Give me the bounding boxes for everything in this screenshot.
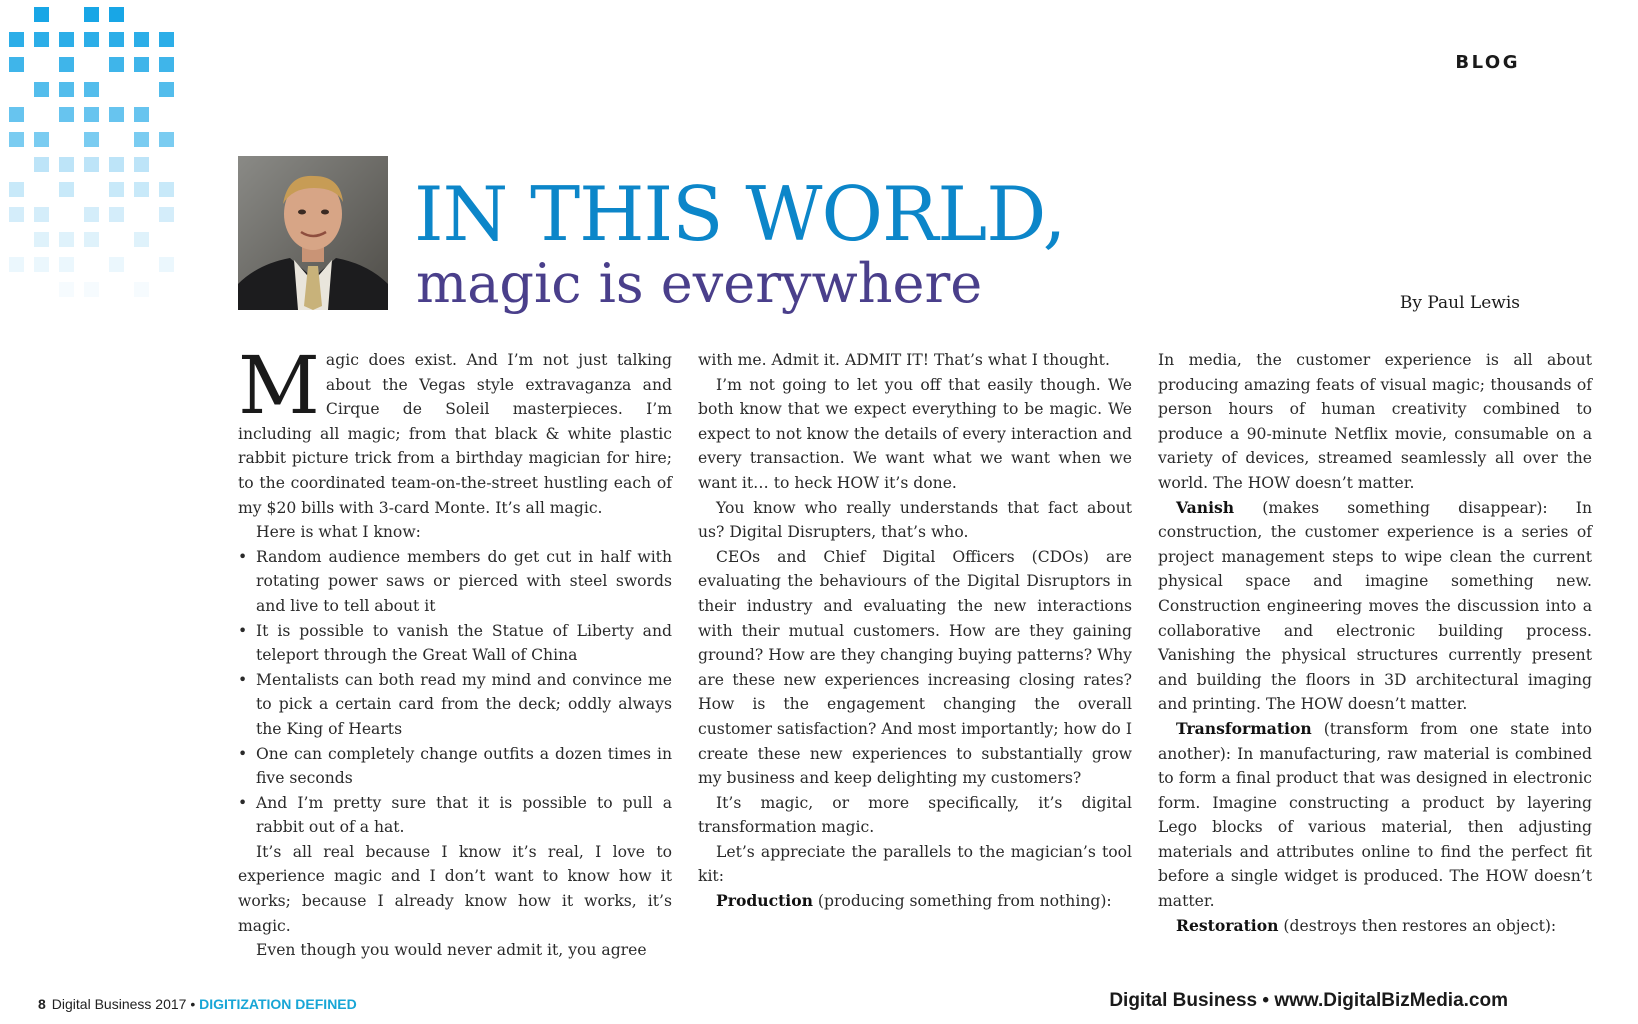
drop-cap: M [238,339,320,432]
decorative-square [59,157,74,172]
decorative-square [59,182,74,197]
decorative-square [159,257,174,272]
author-photo [238,156,388,310]
paragraph [698,889,1132,914]
decorative-square [84,207,99,222]
paragraph [1158,914,1592,939]
decorative-square [59,282,74,297]
byline: By Paul Lewis [1399,293,1520,313]
article-column-3 [1158,348,1592,938]
term-heading: Transformation [1176,718,1312,738]
decorative-square [134,132,149,147]
paragraph: You know who really understands that fact about us? Digital Disrupters, that’s who. [698,498,1132,542]
decorative-square [84,82,99,97]
paragraph: I’m not going to let you off that easily though. We both know that we expect everything to be magic. We expect to not know the details of every interaction and every transaction. We want what we want when we want it… to heck HOW it’s done. [698,375,1132,492]
decorative-square [109,57,124,72]
decorative-square [59,232,74,247]
decorative-square [59,57,74,72]
decorative-square [109,107,124,122]
article-headline: IN THIS WORLD, [414,170,1066,258]
decorative-square [134,232,149,247]
decorative-square [59,107,74,122]
decorative-square [9,57,24,72]
decorative-square [34,157,49,172]
section-name: DIGITIZATION DEFINED [199,996,357,1012]
decorative-square [34,132,49,147]
footer-site: Digital Business • www.DigitalBizMedia.com [1109,990,1508,1011]
decorative-square [59,257,74,272]
decorative-square [59,82,74,97]
bullet-list [238,545,672,840]
paragraph-text: (makes something disappear): In construction, the customer experience is a series of project management steps to wipe clean the current physical space and imagine something new. Construction engineering moves the discussion into a collaborative and electronic building process. Vanishing the physical structures currently present and building the floors in 3D architectural imaging and printing. The HOW doesn’t matter. [1158,498,1592,714]
decorative-square [109,207,124,222]
decorative-square [134,157,149,172]
decorative-square [159,82,174,97]
paragraph: It’s magic, or more specifically, it’s digital transformation magic. [698,793,1132,837]
decorative-square [159,32,174,47]
decorative-square [34,82,49,97]
list-item: • It is possible to vanish the Statue of Liberty and teleport through the Great Wall of China [256,619,672,668]
author-portrait-image [238,156,388,310]
decorative-square [9,182,24,197]
decorative-square [109,7,124,22]
decorative-square [134,107,149,122]
decorative-square [159,182,174,197]
list-item: • Random audience members do get cut in half with rotating power saws or pierced with steel swords and live to tell about it [256,545,672,619]
paragraph-text: (producing something from nothing): [812,892,1112,911]
section-label: BLOG [1455,52,1520,73]
paragraph: It’s all real because I know it’s real, I love to experience magic and I don’t want to know how it works; because I already know how it works, it’s magic. [238,842,672,935]
decorative-square [34,257,49,272]
decorative-square [84,107,99,122]
decorative-square [134,57,149,72]
decorative-square [59,32,74,47]
decorative-square [109,32,124,47]
decorative-square [84,157,99,172]
paragraph [1158,717,1592,914]
decorative-square [84,232,99,247]
list-item: • Mentalists can both read my mind and convince me to pick a certain card from the deck; oddly always the King of Hearts [256,668,672,742]
decorative-square [134,282,149,297]
article-column-2 [698,348,1132,914]
decorative-square [109,157,124,172]
decorative-square [84,132,99,147]
term-heading: Vanish [1176,497,1235,517]
paragraph: with me. Admit it. ADMIT IT! That’s what I thought. [698,351,1110,369]
decorative-square-pattern [0,0,190,300]
paragraph-text: (transform from one state into another): In manufacturing, raw material is combined to form a final product that was designed in electronic form. Imagine constructing a product by layering Lego blocks of various material, then adjusting materials and attributes online to find the perfect fit before a single widget is produced. The HOW doesn’t matter. [1158,719,1592,911]
decorative-square [34,207,49,222]
article-subhead: magic is everywhere [416,252,983,315]
publication-name: Digital Business 2017 • [51,996,200,1012]
article-column-1 [238,339,672,963]
paragraph-text: agic does exist. And I’m not just talking about the Vegas style extravaganza and Cirque de Soleil masterpieces. I’m including all magic; from that black & white plastic rabbit picture trick from a birthday magician for hire; to the coordinated team-on-the-street hustling each of my $20 bills with 3-card Monte. It’s all magic. [238,351,672,517]
term-heading: Restoration [1176,915,1279,935]
paragraph [238,339,672,520]
decorative-square [34,7,49,22]
paragraph: Even though you would never admit it, you agree [256,941,647,960]
decorative-square [9,207,24,222]
page-number: 8 [38,996,46,1012]
decorative-square [159,207,174,222]
decorative-square [109,182,124,197]
decorative-square [159,132,174,147]
decorative-square [84,7,99,22]
paragraph: Here is what I know: [256,523,421,542]
decorative-square [34,32,49,47]
decorative-square [109,257,124,272]
list-item: • One can completely change outfits a dozen times in five seconds [256,742,672,791]
decorative-square [84,282,99,297]
decorative-square [159,57,174,72]
paragraph-text: (destroys then restores an object): [1278,916,1557,935]
decorative-square [84,32,99,47]
decorative-square [134,182,149,197]
decorative-square [34,232,49,247]
decorative-square [9,132,24,147]
decorative-square [9,257,24,272]
decorative-square [9,107,24,122]
paragraph: In media, the customer experience is all about producing amazing feats of visual magic; thousands of person hours of human creativity combined to produce a 90-minute Netflix movie, consumable on a variety of devices, streamed seamlessly all over the world. The HOW doesn’t matter. [1158,351,1592,492]
list-item: • And I’m pretty sure that it is possible to pull a rabbit out of a hat. [256,791,672,840]
decorative-square [9,32,24,47]
term-heading: Production [716,891,813,911]
decorative-square [134,32,149,47]
paragraph [1158,496,1592,717]
footer-left [38,996,357,1012]
paragraph: CEOs and Chief Digital Officers (CDOs) are evaluating the behaviours of the Digital Disruptors in their industry and evaluating the new interactions with their mutual customers. How are they gaining ground? How are they changing buying patterns? Why are these new experiences increasing closing rates? How is the engagement changing the overall customer satisfaction? And most importantly; how do I create these new experiences to substantially grow my business and keep delighting my customers? [698,547,1132,788]
paragraph: Let’s appreciate the parallels to the magician’s tool kit: [698,842,1132,886]
